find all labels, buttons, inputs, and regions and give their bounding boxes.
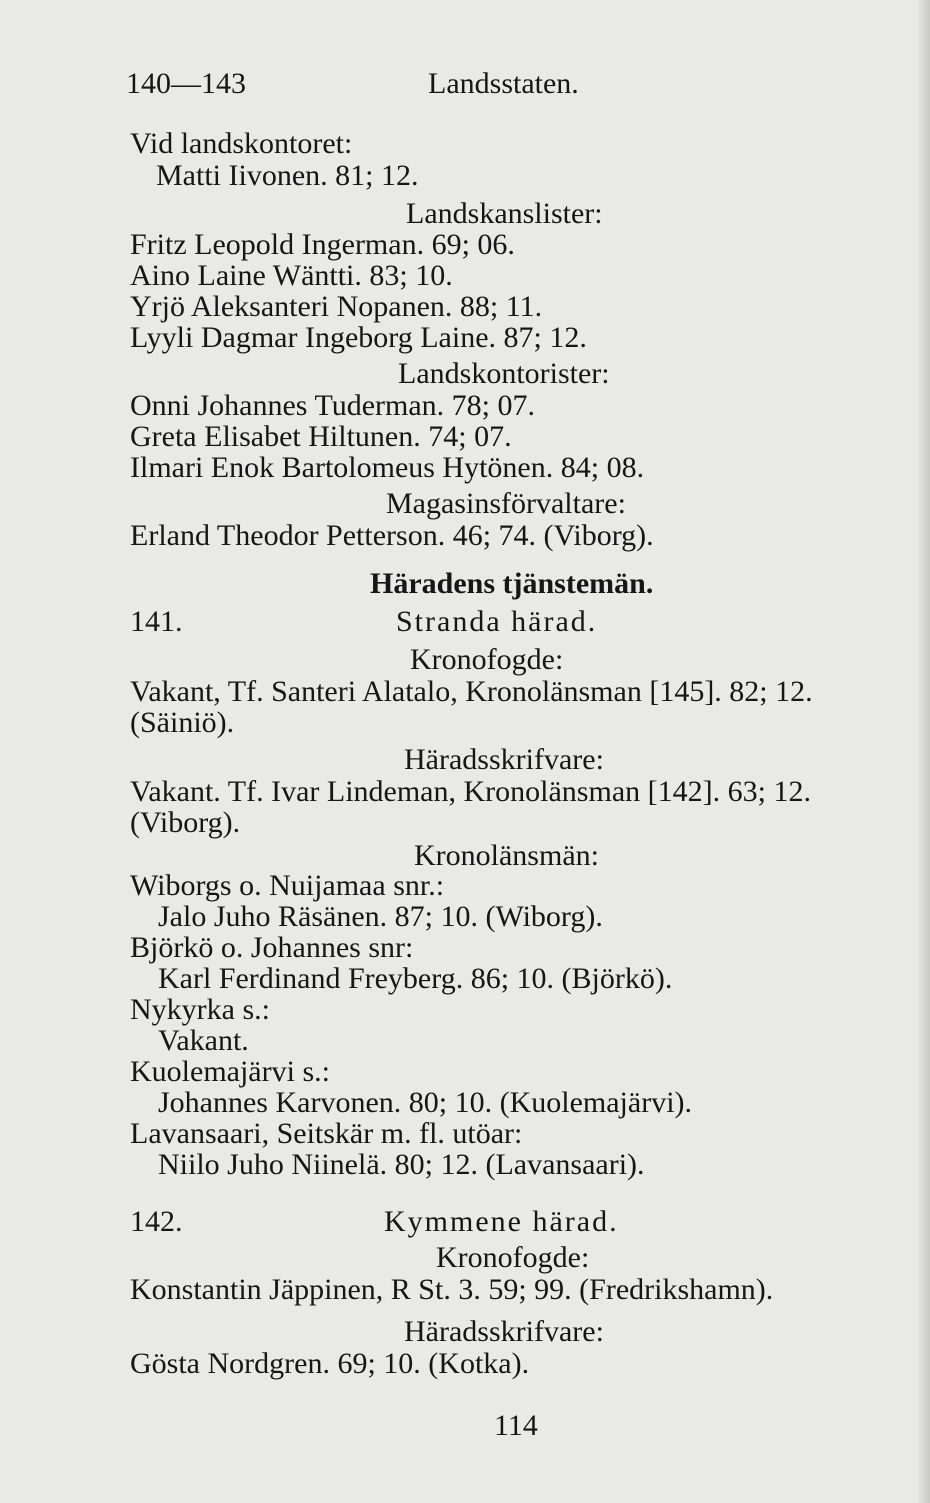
entry: Johannes Karvonen. 80; 10. (Kuolemajärvi). (158, 1086, 693, 1119)
section-title-haradens-tjanstemon: Häradens tjänstemän. (370, 567, 654, 600)
district-label: Lavansaari, Seitskär m. fl. utöar: (130, 1117, 523, 1150)
entry: Aino Laine Wäntti. 83; 10. (130, 259, 453, 292)
heading-vid-landskontoret: Vid landskontoret: (130, 127, 353, 160)
entry: Vakant, Tf. Santeri Alatalo, Kronolänsman [145]. 82; 12. (130, 675, 813, 708)
entry: Onni Johannes Tuderman. 78; 07. (130, 389, 535, 422)
running-head-pages: 140—143 (126, 67, 246, 100)
heading-haradsskrifvare: Häradsskrifvare: (404, 743, 604, 776)
heading-magasinsforvaltare: Magasinsförvaltare: (386, 487, 626, 520)
section-number: 142. (130, 1205, 183, 1238)
entry-continuation: (Säiniö). (130, 706, 235, 739)
heading-landskontorister: Landskontorister: (398, 357, 610, 390)
entry: Matti Iivonen. 81; 12. (156, 159, 419, 192)
entry: Fritz Leopold Ingerman. 69; 06. (130, 228, 515, 261)
entry: Vakant. (158, 1024, 249, 1057)
section-title-stranda-harad: Stranda härad. (396, 605, 598, 638)
entry: Niilo Juho Niinelä. 80; 12. (Lavansaari). (158, 1148, 645, 1181)
entry: Vakant. Tf. Ivar Lindeman, Kronolänsman [142]. 63; 12. (130, 775, 811, 808)
heading-kronofogde: Kronofogde: (436, 1241, 590, 1274)
heading-haradsskrifvare: Häradsskrifvare: (404, 1315, 604, 1348)
district-label: Wiborgs o. Nuijamaa snr.: (130, 869, 445, 902)
section-number: 141. (130, 605, 183, 638)
page-number: 114 (494, 1409, 538, 1442)
entry: Gösta Nordgren. 69; 10. (Kotka). (130, 1347, 530, 1380)
district-label: Nykyrka s.: (130, 993, 270, 1026)
entry: Ilmari Enok Bartolomeus Hytönen. 84; 08. (130, 451, 645, 484)
entry: Erland Theodor Petterson. 46; 74. (Viborg). (130, 519, 654, 552)
entry: Greta Elisabet Hiltunen. 74; 07. (130, 420, 512, 453)
entry: Jalo Juho Räsänen. 87; 10. (Wiborg). (158, 900, 603, 933)
page-edge (916, 0, 930, 1503)
district-label: Kuolemajärvi s.: (130, 1055, 330, 1088)
entry: Lyyli Dagmar Ingeborg Laine. 87; 12. (130, 321, 587, 354)
section-title-kymmene-harad: Kymmene härad. (384, 1205, 619, 1238)
heading-landskanslister: Landskanslister: (406, 197, 603, 230)
heading-kronofogde: Kronofogde: (410, 643, 564, 676)
entry: Konstantin Jäppinen, R St. 3. 59; 99. (Fredrikshamn). (130, 1273, 774, 1306)
heading-kronolansman: Kronolänsmän: (414, 839, 599, 872)
entry: Karl Ferdinand Freyberg. 86; 10. (Björkö). (158, 962, 673, 995)
entry: Yrjö Aleksanteri Nopanen. 88; 11. (130, 290, 543, 323)
entry-continuation: (Viborg). (130, 806, 241, 839)
district-label: Björkö o. Johannes snr: (130, 931, 414, 964)
running-head-title: Landsstaten. (428, 67, 579, 100)
